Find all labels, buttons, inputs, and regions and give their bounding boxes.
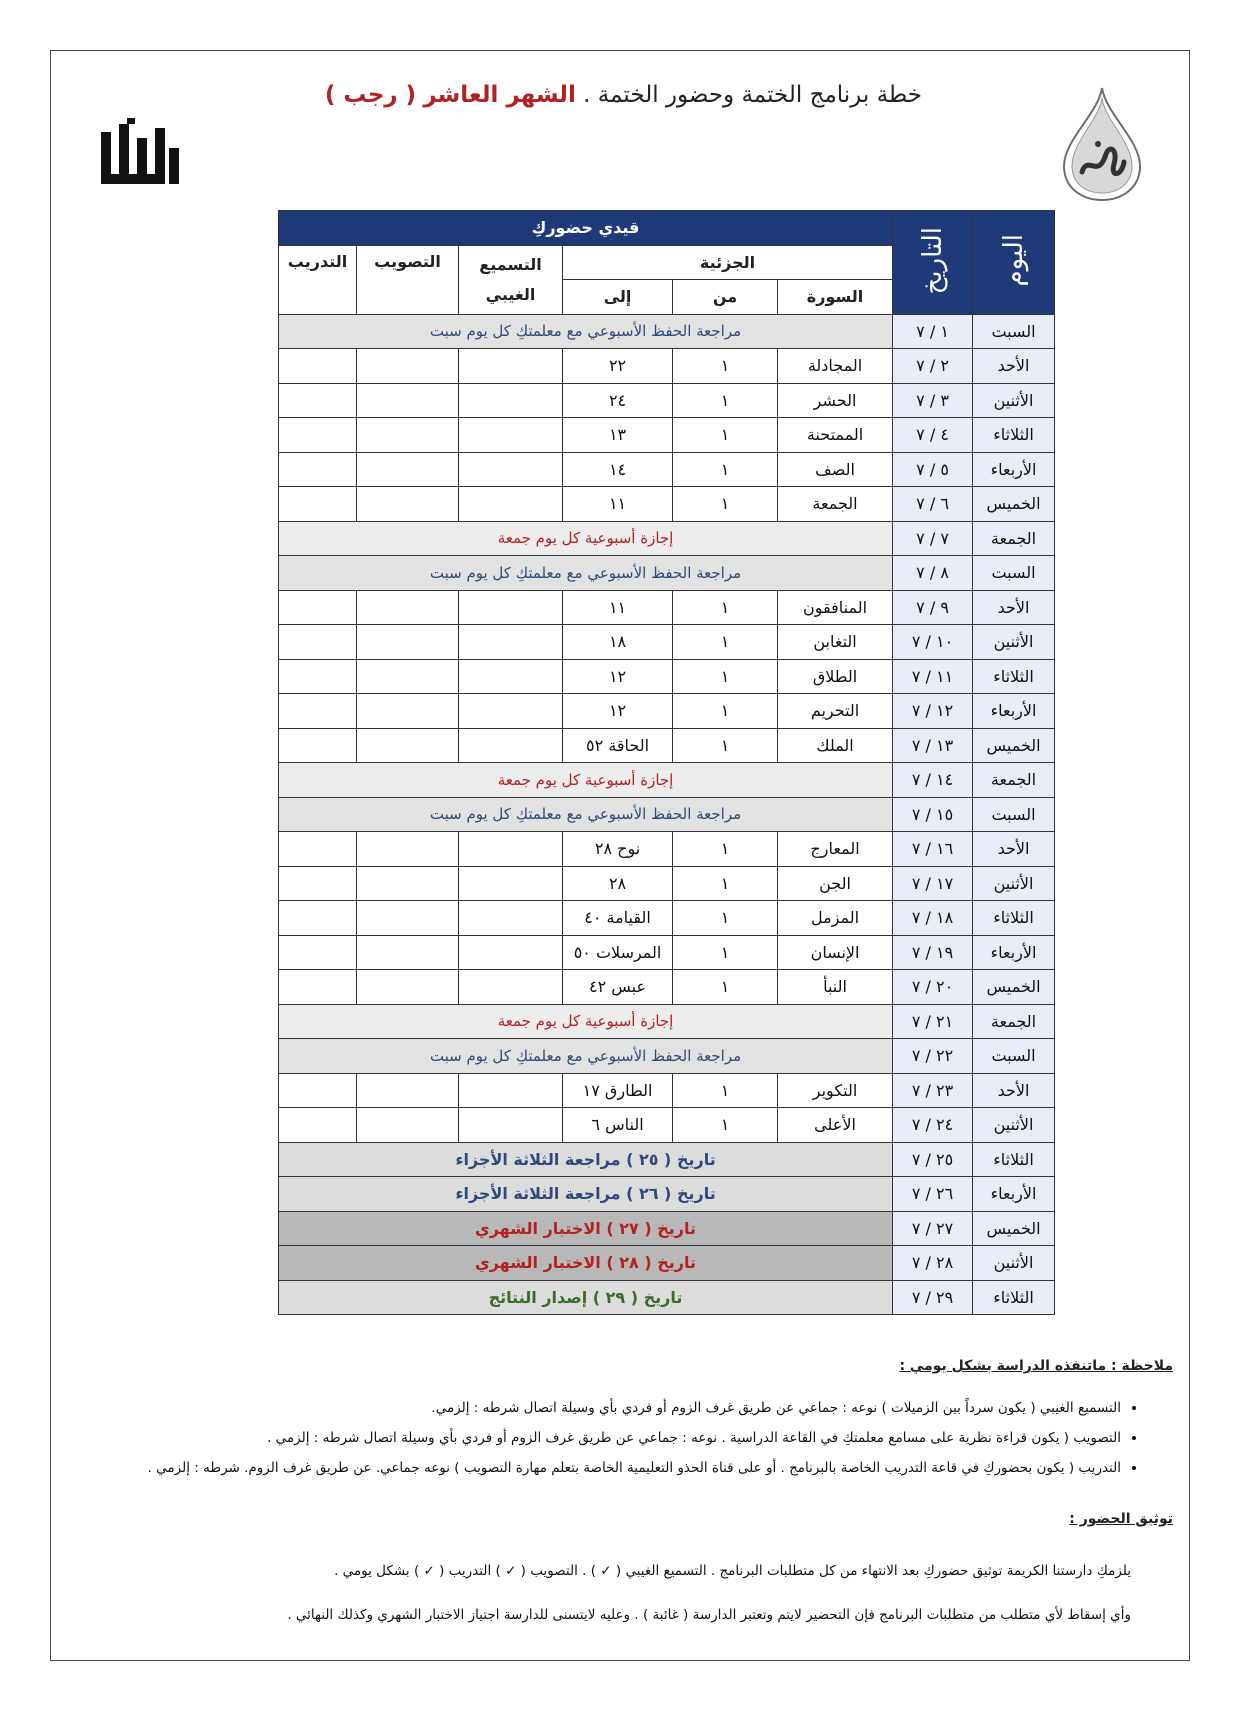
table-row bbox=[279, 1073, 1055, 1108]
attendance-line-1: يلزمكِ دارستنا الكريمة توثيق حضوركِ بعد الانتهاء من كل متطلبات البرنامج . التسميع الغيبي ( ✓ ) . التصويب ( ✓ ) التدريب ( ✓ ) بشكل يومي . bbox=[334, 1563, 1131, 1579]
table-row bbox=[279, 487, 1055, 522]
row-date: ٧ / ٧ bbox=[893, 521, 973, 556]
header-date: التاريخ bbox=[893, 211, 973, 315]
row-listening-cell[interactable] bbox=[459, 452, 563, 487]
row-surah: المنافقون bbox=[778, 590, 893, 625]
row-from: ١ bbox=[673, 659, 778, 694]
header-to: إلى bbox=[563, 280, 673, 315]
header-from: من bbox=[673, 280, 778, 315]
attendance-heading: توثيق الحضور : bbox=[1069, 1511, 1173, 1527]
row-day: الأحد bbox=[973, 590, 1055, 625]
row-training-cell[interactable] bbox=[279, 832, 357, 867]
row-date: ١٢ / ٧ bbox=[893, 694, 973, 729]
row-day: الجمعة bbox=[973, 521, 1055, 556]
row-listening-cell[interactable] bbox=[459, 866, 563, 901]
plan-body bbox=[279, 314, 1055, 1315]
row-date: ١٦ / ٧ bbox=[893, 832, 973, 867]
row-surah: الحشر bbox=[778, 383, 893, 418]
table-row bbox=[279, 694, 1055, 729]
row-note: مراجعة الحفظ الأسبوعي مع معلمتكِ كل يوم سبت bbox=[279, 797, 893, 832]
table-row bbox=[279, 1004, 1055, 1039]
row-training-cell[interactable] bbox=[279, 866, 357, 901]
table-row bbox=[279, 901, 1055, 936]
row-note: مراجعة الحفظ الأسبوعي مع معلمتكِ كل يوم سبت bbox=[279, 556, 893, 591]
row-day: الثلاثاء bbox=[973, 1280, 1055, 1315]
row-day: السبت bbox=[973, 314, 1055, 349]
row-listening-cell[interactable] bbox=[459, 694, 563, 729]
row-from: ١ bbox=[673, 901, 778, 936]
row-listening-cell[interactable] bbox=[459, 418, 563, 453]
row-correction-cell[interactable] bbox=[357, 659, 459, 694]
row-from: ١ bbox=[673, 383, 778, 418]
calligraphy-logo-icon bbox=[97, 118, 183, 190]
row-note: تاريخ ( ٢٦ ) مراجعة الثلاثة الأجزاء bbox=[279, 1177, 893, 1212]
row-to: ١٨ bbox=[563, 625, 673, 660]
row-to: ١١ bbox=[563, 590, 673, 625]
row-from: ١ bbox=[673, 590, 778, 625]
table-row bbox=[279, 1039, 1055, 1074]
table-row bbox=[279, 866, 1055, 901]
row-from: ١ bbox=[673, 694, 778, 729]
row-note: مراجعة الحفظ الأسبوعي مع معلمتكِ كل يوم سبت bbox=[279, 1039, 893, 1074]
row-correction-cell[interactable] bbox=[357, 866, 459, 901]
row-to: ١٣ bbox=[563, 418, 673, 453]
row-training-cell[interactable] bbox=[279, 349, 357, 384]
row-listening-cell[interactable] bbox=[459, 487, 563, 522]
row-from: ١ bbox=[673, 728, 778, 763]
row-day: الأربعاء bbox=[973, 1177, 1055, 1212]
row-date: ٢٤ / ٧ bbox=[893, 1108, 973, 1143]
row-note: تاريخ ( ٢٩ ) إصدار النتائج bbox=[279, 1280, 893, 1315]
row-day: الخميس bbox=[973, 728, 1055, 763]
header-attendance: قيدي حضوركِ bbox=[279, 211, 893, 246]
row-note: تاريخ ( ٢٥ ) مراجعة الثلاثة الأجزاء bbox=[279, 1142, 893, 1177]
row-day: الخميس bbox=[973, 970, 1055, 1005]
row-day: الأثنين bbox=[973, 1108, 1055, 1143]
row-listening-cell[interactable] bbox=[459, 1108, 563, 1143]
row-from: ١ bbox=[673, 452, 778, 487]
table-row bbox=[279, 625, 1055, 660]
row-day: الأثنين bbox=[973, 625, 1055, 660]
table-row bbox=[279, 314, 1055, 349]
row-correction-cell[interactable] bbox=[357, 487, 459, 522]
note-training: • التدريب ( يكون بحضوركِ في قاعة التدريب الخاصة بالبرنامج . أو على قناة الحذو التعليمية الخاصة بتعلم مهارة التصويب ) نوعه جماعي. عن طريق غرف الزوم. شرطه : إلزمي . bbox=[91, 1460, 1121, 1476]
row-correction-cell[interactable] bbox=[357, 452, 459, 487]
table-row bbox=[279, 349, 1055, 384]
row-day: الأربعاء bbox=[973, 935, 1055, 970]
title-prefix: خطة برنامج الختمة وحضور الختمة . bbox=[583, 82, 922, 108]
row-day: الثلاثاء bbox=[973, 659, 1055, 694]
row-day: الثلاثاء bbox=[973, 418, 1055, 453]
row-listening-cell[interactable] bbox=[459, 349, 563, 384]
row-day: الأربعاء bbox=[973, 452, 1055, 487]
header-correction: التصويب bbox=[357, 245, 459, 314]
row-listening-cell[interactable] bbox=[459, 590, 563, 625]
row-to: الناس ٦ bbox=[563, 1108, 673, 1143]
row-to: ٢٢ bbox=[563, 349, 673, 384]
row-to: ١٤ bbox=[563, 452, 673, 487]
row-surah: الطلاق bbox=[778, 659, 893, 694]
row-training-cell[interactable] bbox=[279, 383, 357, 418]
header-portion: الجزئية bbox=[563, 245, 893, 280]
row-correction-cell[interactable] bbox=[357, 1073, 459, 1108]
row-surah: التغابن bbox=[778, 625, 893, 660]
row-to: الحاقة ٥٢ bbox=[563, 728, 673, 763]
row-training-cell[interactable] bbox=[279, 452, 357, 487]
row-surah: المعارج bbox=[778, 832, 893, 867]
row-surah: التحريم bbox=[778, 694, 893, 729]
row-date: ١٥ / ٧ bbox=[893, 797, 973, 832]
row-to: ١٢ bbox=[563, 659, 673, 694]
row-date: ٣ / ٧ bbox=[893, 383, 973, 418]
table-row bbox=[279, 383, 1055, 418]
drop-logo-icon bbox=[1058, 84, 1146, 204]
row-training-cell[interactable] bbox=[279, 1108, 357, 1143]
row-day: السبت bbox=[973, 797, 1055, 832]
row-day: الثلاثاء bbox=[973, 901, 1055, 936]
notes-heading: ملاحظة : ماتنفذه الدراسة بشكل يومي : bbox=[899, 1358, 1173, 1374]
row-to: نوح ٢٨ bbox=[563, 832, 673, 867]
row-correction-cell[interactable] bbox=[357, 590, 459, 625]
row-day: السبت bbox=[973, 1039, 1055, 1074]
row-from: ١ bbox=[673, 625, 778, 660]
row-from: ١ bbox=[673, 487, 778, 522]
row-day: الأحد bbox=[973, 1073, 1055, 1108]
row-from: ١ bbox=[673, 1108, 778, 1143]
row-from: ١ bbox=[673, 418, 778, 453]
row-to: القيامة ٤٠ bbox=[563, 901, 673, 936]
row-surah: التكوير bbox=[778, 1073, 893, 1108]
row-training-cell[interactable] bbox=[279, 728, 357, 763]
row-to: ٢٤ bbox=[563, 383, 673, 418]
row-listening-cell[interactable] bbox=[459, 728, 563, 763]
row-date: ٢٨ / ٧ bbox=[893, 1246, 973, 1281]
row-date: ٢٠ / ٧ bbox=[893, 970, 973, 1005]
row-date: ١ / ٧ bbox=[893, 314, 973, 349]
table-row bbox=[279, 797, 1055, 832]
row-day: الأربعاء bbox=[973, 694, 1055, 729]
title-month: الشهر العاشر bbox=[423, 82, 576, 108]
row-surah: الملك bbox=[778, 728, 893, 763]
row-training-cell[interactable] bbox=[279, 935, 357, 970]
table-row bbox=[279, 590, 1055, 625]
row-correction-cell[interactable] bbox=[357, 832, 459, 867]
row-to: المرسلات ٥٠ bbox=[563, 935, 673, 970]
table-row bbox=[279, 1280, 1055, 1315]
row-date: ١٣ / ٧ bbox=[893, 728, 973, 763]
row-day: السبت bbox=[973, 556, 1055, 591]
row-date: ٢٣ / ٧ bbox=[893, 1073, 973, 1108]
row-date: ١٧ / ٧ bbox=[893, 866, 973, 901]
row-date: ٥ / ٧ bbox=[893, 452, 973, 487]
row-day: الأثنين bbox=[973, 383, 1055, 418]
row-training-cell[interactable] bbox=[279, 418, 357, 453]
row-date: ٢ / ٧ bbox=[893, 349, 973, 384]
row-surah: النبأ bbox=[778, 970, 893, 1005]
row-from: ١ bbox=[673, 832, 778, 867]
table-row bbox=[279, 832, 1055, 867]
row-training-cell[interactable] bbox=[279, 694, 357, 729]
note-listening: • التسميع الغيبي ( يكون سرداً بين الزميلات ) نوعه : جماعي عن طريق غرف الزوم أو فردي بأي وسيلة اتصال شرطه : إلزمي. bbox=[91, 1400, 1121, 1416]
row-note: إجازة أسبوعية كل يوم جمعة bbox=[279, 1004, 893, 1039]
row-listening-cell[interactable] bbox=[459, 1073, 563, 1108]
row-listening-cell[interactable] bbox=[459, 659, 563, 694]
header-training: التدريب bbox=[279, 245, 357, 314]
row-listening-cell[interactable] bbox=[459, 901, 563, 936]
row-listening-cell[interactable] bbox=[459, 832, 563, 867]
attendance-line-2: وأي إسقاط لأي متطلب من متطلبات البرنامج فإن التحضير لايتم وتعتبر الدارسة ( غائبة ) . وعليه لايتسنى للدارسة اجتياز الاختبار الشهري وكذلك النهائي . bbox=[287, 1607, 1131, 1623]
row-date: ٢٩ / ٧ bbox=[893, 1280, 973, 1315]
title-month-name: ( رجب ) bbox=[324, 82, 417, 108]
row-surah: الإنسان bbox=[778, 935, 893, 970]
row-surah: الأعلى bbox=[778, 1108, 893, 1143]
row-day: الخميس bbox=[973, 487, 1055, 522]
row-training-cell[interactable] bbox=[279, 1073, 357, 1108]
row-date: ١١ / ٧ bbox=[893, 659, 973, 694]
row-listening-cell[interactable] bbox=[459, 625, 563, 660]
row-date: ٨ / ٧ bbox=[893, 556, 973, 591]
row-date: ١٠ / ٧ bbox=[893, 625, 973, 660]
table-row bbox=[279, 521, 1055, 556]
row-correction-cell[interactable] bbox=[357, 970, 459, 1005]
row-to: عبس ٤٢ bbox=[563, 970, 673, 1005]
row-correction-cell[interactable] bbox=[357, 383, 459, 418]
row-from: ١ bbox=[673, 935, 778, 970]
row-date: ٦ / ٧ bbox=[893, 487, 973, 522]
row-note: تاريخ ( ٢٨ ) الاختبار الشهري bbox=[279, 1246, 893, 1281]
row-day: الجمعة bbox=[973, 1004, 1055, 1039]
row-to: ١١ bbox=[563, 487, 673, 522]
row-surah: الجمعة bbox=[778, 487, 893, 522]
row-note: إجازة أسبوعية كل يوم جمعة bbox=[279, 521, 893, 556]
table-row bbox=[279, 728, 1055, 763]
row-from: ١ bbox=[673, 970, 778, 1005]
row-listening-cell[interactable] bbox=[459, 970, 563, 1005]
row-day: الأحد bbox=[973, 832, 1055, 867]
row-correction-cell[interactable] bbox=[357, 1108, 459, 1143]
table-row bbox=[279, 418, 1055, 453]
row-surah: الممتحنة bbox=[778, 418, 893, 453]
row-date: ٩ / ٧ bbox=[893, 590, 973, 625]
row-from: ١ bbox=[673, 1073, 778, 1108]
row-correction-cell[interactable] bbox=[357, 694, 459, 729]
row-training-cell[interactable] bbox=[279, 901, 357, 936]
row-correction-cell[interactable] bbox=[357, 901, 459, 936]
row-training-cell[interactable] bbox=[279, 590, 357, 625]
table-row bbox=[279, 935, 1055, 970]
row-day: الأحد bbox=[973, 349, 1055, 384]
row-note: إجازة أسبوعية كل يوم جمعة bbox=[279, 763, 893, 798]
row-day: الأثنين bbox=[973, 1246, 1055, 1281]
table-row bbox=[279, 1108, 1055, 1143]
row-correction-cell[interactable] bbox=[357, 349, 459, 384]
row-date: ٢٥ / ٧ bbox=[893, 1142, 973, 1177]
row-surah: الصف bbox=[778, 452, 893, 487]
row-date: ٢٦ / ٧ bbox=[893, 1177, 973, 1212]
row-correction-cell[interactable] bbox=[357, 418, 459, 453]
row-training-cell[interactable] bbox=[279, 970, 357, 1005]
table-row bbox=[279, 452, 1055, 487]
row-day: الأثنين bbox=[973, 866, 1055, 901]
table-row bbox=[279, 1211, 1055, 1246]
row-day: الجمعة bbox=[973, 763, 1055, 798]
table-row bbox=[279, 659, 1055, 694]
row-correction-cell[interactable] bbox=[357, 728, 459, 763]
table-row bbox=[279, 1177, 1055, 1212]
notes-list bbox=[91, 1400, 1143, 1490]
page-title bbox=[200, 82, 922, 108]
row-date: ٢١ / ٧ bbox=[893, 1004, 973, 1039]
row-surah: المزمل bbox=[778, 901, 893, 936]
row-correction-cell[interactable] bbox=[357, 935, 459, 970]
row-note: مراجعة الحفظ الأسبوعي مع معلمتكِ كل يوم سبت bbox=[279, 314, 893, 349]
row-date: ٢٢ / ٧ bbox=[893, 1039, 973, 1074]
row-day: الخميس bbox=[973, 1211, 1055, 1246]
row-date: ١٩ / ٧ bbox=[893, 935, 973, 970]
row-date: ١٤ / ٧ bbox=[893, 763, 973, 798]
row-training-cell[interactable] bbox=[279, 487, 357, 522]
row-to: ٢٨ bbox=[563, 866, 673, 901]
row-to: الطارق ١٧ bbox=[563, 1073, 673, 1108]
row-date: ٢٧ / ٧ bbox=[893, 1211, 973, 1246]
header-surah: السورة bbox=[778, 280, 893, 315]
row-date: ٤ / ٧ bbox=[893, 418, 973, 453]
table-row bbox=[279, 556, 1055, 591]
table-row bbox=[279, 1142, 1055, 1177]
row-correction-cell[interactable] bbox=[357, 625, 459, 660]
header-day: اليوم bbox=[973, 211, 1055, 315]
row-date: ١٨ / ٧ bbox=[893, 901, 973, 936]
row-listening-cell[interactable] bbox=[459, 383, 563, 418]
row-from: ١ bbox=[673, 866, 778, 901]
row-surah: الجن bbox=[778, 866, 893, 901]
row-day: الثلاثاء bbox=[973, 1142, 1055, 1177]
plan-table bbox=[278, 210, 1055, 1315]
table-row bbox=[279, 1246, 1055, 1281]
row-note: تاريخ ( ٢٧ ) الاختبار الشهري bbox=[279, 1211, 893, 1246]
table-row bbox=[279, 763, 1055, 798]
row-listening-cell[interactable] bbox=[459, 935, 563, 970]
row-to: ١٢ bbox=[563, 694, 673, 729]
row-training-cell[interactable] bbox=[279, 659, 357, 694]
row-surah: المجادلة bbox=[778, 349, 893, 384]
row-from: ١ bbox=[673, 349, 778, 384]
note-correction: • التصويب ( يكون قراءة نظرية على مسامع معلمتكِ في القاعة الدراسية . نوعه : جماعي عن طريق غرف الزوم أو فردي بأي وسيلة اتصال شرطه : إلزمي . bbox=[91, 1430, 1121, 1446]
row-training-cell[interactable] bbox=[279, 625, 357, 660]
header-listening: التسميع الغيبي bbox=[459, 245, 563, 314]
table-row bbox=[279, 970, 1055, 1005]
